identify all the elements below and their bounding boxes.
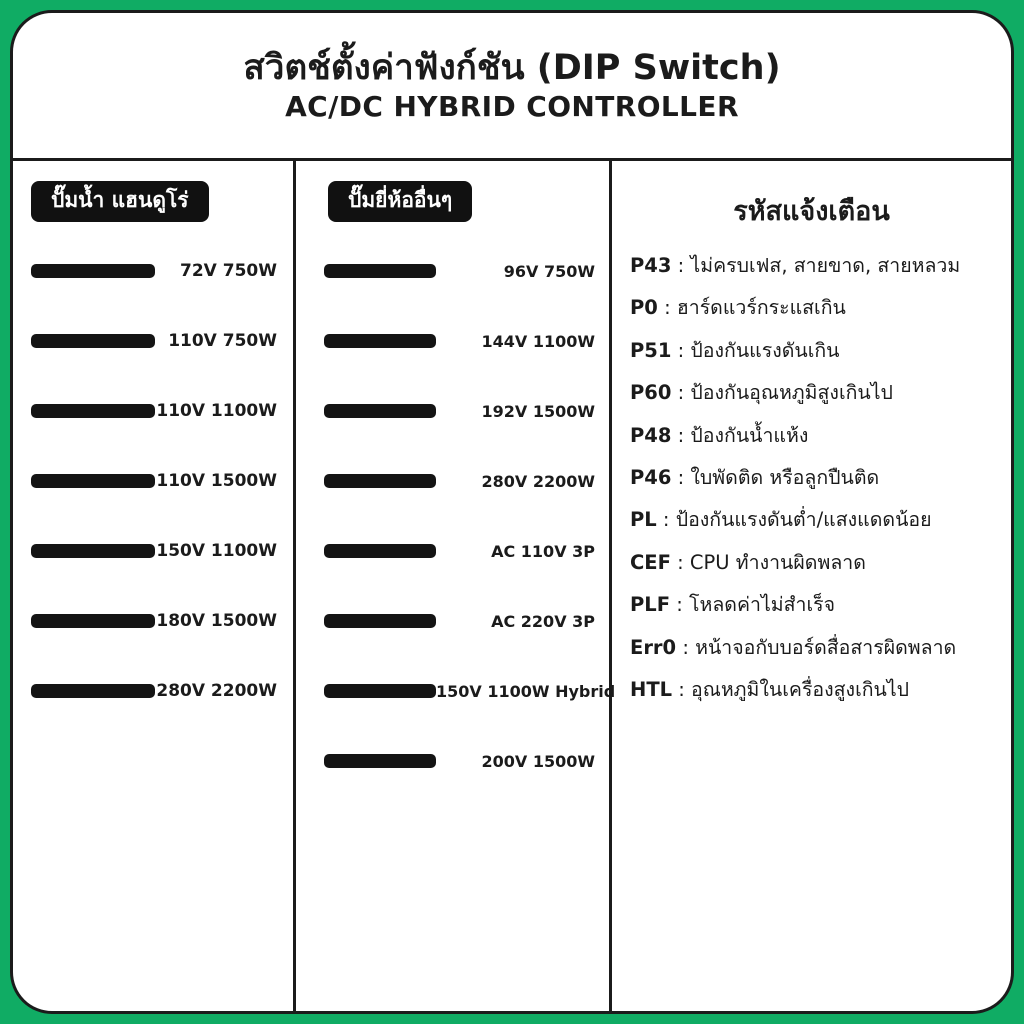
- alarm-code-text: ใบพัดติด หรือลูกปืนติด: [690, 465, 880, 489]
- alarm-code-text: โหลดค่าไม่สำเร็จ: [689, 593, 836, 617]
- dip-switch-row-label: 110V 1100W: [156, 401, 277, 422]
- dip-switch-row: [296, 516, 609, 586]
- alarm-code-separator: :: [676, 635, 696, 659]
- dip-switch-block: [31, 614, 155, 628]
- dip-switch-block: [31, 334, 155, 348]
- alarm-code-separator: :: [671, 465, 691, 489]
- column-handuro-pumps: [13, 161, 296, 1011]
- alarm-code-key: CEF: [630, 550, 671, 574]
- alarm-code-key: PLF: [630, 593, 671, 617]
- dip-switch-row: [296, 656, 616, 726]
- dip-switch-block: [324, 754, 436, 768]
- alarm-code-line: [630, 339, 1001, 362]
- alarm-code-text: ไม่ครบเฟส, สายขาด, สายหลวม: [690, 254, 961, 277]
- alarm-code-text: ป้องกันน้ำแห้ง: [690, 423, 809, 447]
- dip-switch-row: [296, 446, 609, 516]
- alarm-code-text: อุณหภูมิในเครื่องสูงเกินไป: [691, 677, 910, 701]
- alarm-code-line: [630, 254, 1001, 277]
- dip-switch-block: [31, 474, 155, 488]
- dip-switch-row-label: 72V 750W: [180, 261, 277, 282]
- alarm-code-separator: :: [671, 254, 691, 277]
- alarm-code-line: [630, 296, 1001, 319]
- dip-switch-block: [31, 544, 155, 558]
- alarm-code-key: P43: [630, 254, 672, 277]
- alarm-code-line: [630, 678, 1001, 701]
- dip-switch-row-label: 110V 1500W: [156, 471, 277, 492]
- dip-switch-row: [13, 516, 293, 586]
- dip-switch-row: [296, 236, 609, 306]
- alarm-code-key: P48: [630, 423, 672, 447]
- column-2-heading-wrap: [328, 181, 609, 222]
- dip-switch-block: [31, 404, 155, 418]
- alarm-code-list: [612, 254, 1011, 701]
- dip-switch-block: [324, 334, 436, 348]
- column-2-heading: ปั๊มยี่ห้ออื่นๆ: [328, 181, 472, 222]
- columns-container: [13, 161, 1011, 1011]
- alarm-code-separator: :: [671, 423, 691, 447]
- dip-switch-block: [31, 264, 155, 278]
- alarm-code-separator: :: [672, 677, 692, 701]
- dip-switch-row-label: 150V 1100W Hybrid: [436, 681, 616, 701]
- alarm-code-key: P0: [630, 296, 658, 320]
- dip-switch-row-label: 110V 750W: [168, 331, 277, 352]
- dip-switch-row-label: 180V 1500W: [156, 611, 277, 632]
- alarm-code-separator: :: [671, 381, 691, 405]
- alarm-code-line: [630, 466, 1001, 489]
- dip-switch-row-label: 192V 1500W: [481, 401, 595, 421]
- column-3-heading: รหัสแจ้งเตือน: [733, 196, 890, 227]
- card-header: [13, 13, 1011, 161]
- column-1-heading: ปั๊มน้ำ แฮนดูโร่: [31, 181, 209, 222]
- dip-switch-block: [324, 264, 436, 278]
- alarm-code-separator: :: [657, 296, 677, 320]
- page-subtitle: AC/DC HYBRID CONTROLLER: [285, 90, 739, 124]
- dip-switch-row-label: 200V 1500W: [481, 751, 595, 771]
- dip-switch-row: [296, 306, 609, 376]
- alarm-code-line: [630, 593, 1001, 616]
- alarm-code-key: P51: [630, 338, 672, 362]
- dip-switch-block: [31, 684, 155, 698]
- column-other-pumps: [296, 161, 616, 1011]
- alarm-code-line: [630, 381, 1001, 404]
- alarm-code-key: HTL: [630, 677, 673, 701]
- alarm-code-line: [630, 551, 1001, 574]
- alarm-code-line: [630, 424, 1001, 447]
- dip-switch-row: [13, 656, 293, 726]
- alarm-code-text: ป้องกันแรงดันต่ำ/แสงแดดน้อย: [675, 508, 932, 532]
- alarm-code-line: [630, 636, 1001, 659]
- alarm-code-text: ป้องกันอุณหภูมิสูงเกินไป: [690, 381, 893, 405]
- alarm-code-line: [630, 508, 1001, 531]
- dip-switch-row-label: 96V 750W: [503, 261, 595, 281]
- alarm-code-text: หน้าจอกับบอร์ดสื่อสารผิดพลาด: [695, 635, 957, 659]
- column-1-heading-wrap: [31, 181, 293, 222]
- dip-switch-row: [296, 376, 609, 446]
- dip-switch-row-label: 144V 1100W: [481, 331, 595, 351]
- dip-switch-row-label: 150V 1100W: [156, 541, 277, 562]
- alarm-code-key: PL: [630, 508, 657, 532]
- alarm-code-text: ฮาร์ดแวร์กระแสเกิน: [676, 296, 846, 320]
- dip-switch-block: [324, 544, 436, 558]
- dip-switch-row-label: 280V 2200W: [156, 681, 277, 702]
- dip-switch-row: [296, 586, 609, 656]
- dip-switch-row: [296, 726, 609, 796]
- dip-switch-row-label: AC 110V 3P: [491, 541, 595, 561]
- dip-switch-row: [13, 446, 293, 516]
- alarm-code-key: P60: [630, 381, 672, 405]
- alarm-code-text: ป้องกันแรงดันเกิน: [690, 338, 840, 362]
- alarm-code-key: Err0: [630, 635, 677, 659]
- alarm-code-key: P46: [630, 465, 672, 489]
- dip-switch-row: [13, 236, 293, 306]
- alarm-code-separator: :: [656, 508, 676, 532]
- dip-switch-row: [13, 306, 293, 376]
- dip-switch-block: [324, 474, 436, 488]
- dip-switch-row: [13, 586, 293, 656]
- alarm-code-separator: :: [670, 593, 690, 617]
- info-card: [10, 10, 1014, 1014]
- column-2-rows: [296, 236, 616, 796]
- dip-switch-row-label: AC 220V 3P: [491, 611, 595, 631]
- column-1-rows: [13, 236, 293, 726]
- dip-switch-block: [324, 404, 436, 418]
- page-title: สวิตช์ตั้งค่าฟังก์ชัน (DIP Switch): [243, 47, 781, 88]
- dip-switch-row-label: 280V 2200W: [481, 471, 595, 491]
- alarm-code-text: CPU ทำงานผิดพลาด: [689, 550, 866, 574]
- column-alarm-codes: [612, 161, 1011, 1011]
- dip-switch-row: [13, 376, 293, 446]
- dip-switch-block: [324, 684, 436, 698]
- alarm-code-separator: :: [671, 338, 691, 362]
- alarm-code-separator: :: [670, 550, 690, 574]
- dip-switch-block: [324, 614, 436, 628]
